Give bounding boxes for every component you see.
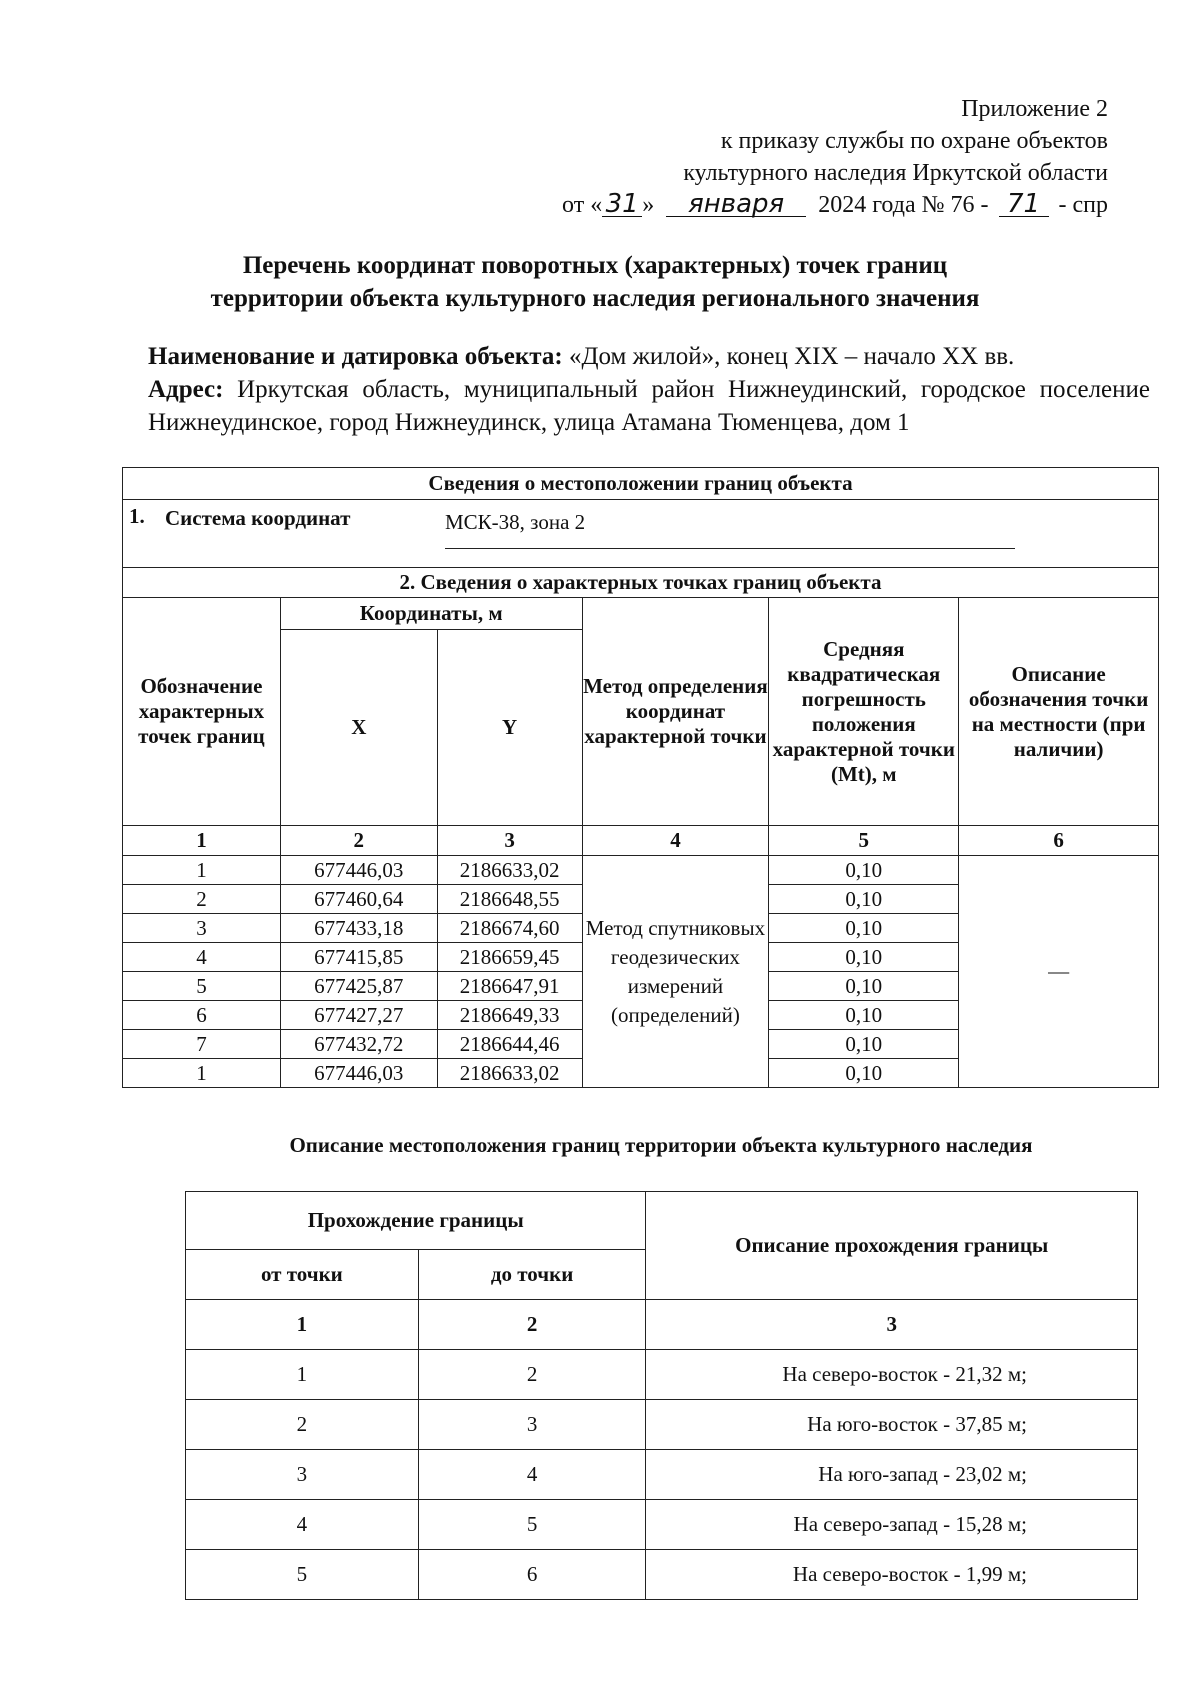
handwritten-month: января <box>666 192 806 217</box>
mt-cell: 0,10 <box>769 972 959 1001</box>
table-row <box>186 1450 1138 1500</box>
date-year: 2024 года № 76 - <box>818 192 989 218</box>
point-cell: 1 <box>123 1059 281 1088</box>
x-cell: 677446,03 <box>280 856 437 885</box>
appendix-date-line <box>468 189 1108 221</box>
header-passage: Прохождение границы <box>186 1192 646 1250</box>
title-line-2: территории объекта культурного наследия регионального значения <box>210 285 980 312</box>
appendix-header <box>468 93 1108 221</box>
point-cell: 6 <box>123 1001 281 1030</box>
table-row <box>123 856 1159 885</box>
header-coordinates: Координаты, м <box>280 598 582 630</box>
point-cell: 5 <box>123 972 281 1001</box>
point-cell: 4 <box>123 943 281 972</box>
to-cell: 5 <box>418 1500 646 1550</box>
column-number: 3 <box>437 826 582 856</box>
header-method: Метод определения координат характерной точки <box>582 598 769 826</box>
from-cell: 4 <box>186 1500 419 1550</box>
from-cell: 3 <box>186 1450 419 1500</box>
passage-cell: На юго-восток - 37,85 м; <box>646 1400 1138 1450</box>
location-section-title: Сведения о местоположении границ объекта <box>123 468 1159 500</box>
points-section-title: 2. Сведения о характерных точках границ объекта <box>123 568 1159 598</box>
x-cell: 677446,03 <box>280 1059 437 1088</box>
boundary-caption: Описание местоположения границ территории объекта культурного наследия <box>289 1133 1033 1157</box>
passage-cell: На юго-запад - 23,02 м; <box>646 1450 1138 1500</box>
object-name-label: Наименование и датировка объекта: <box>148 343 563 370</box>
point-cell: 7 <box>123 1030 281 1059</box>
table-row <box>186 1350 1138 1400</box>
mt-cell: 0,10 <box>769 943 959 972</box>
from-cell: 5 <box>186 1550 419 1600</box>
column-number: 1 <box>123 826 281 856</box>
description-cell: — <box>959 856 1159 1088</box>
mt-cell: 0,10 <box>769 914 959 943</box>
address-value: Иркутская область, муниципальный район Нижнеудинский, городское поселение Нижнеудинское, город Нижнеудинск, улица Атамана Тюменцева, дом 1 <box>148 376 1151 436</box>
address-label: Адрес: <box>148 376 224 403</box>
table-row <box>186 1400 1138 1450</box>
document-title <box>120 249 1070 315</box>
y-cell: 2186633,02 <box>437 1059 582 1088</box>
object-name-value: «Дом жилой», конец XIX – начало XX вв. <box>568 343 1015 370</box>
to-cell: 2 <box>418 1350 646 1400</box>
table-row <box>186 1550 1138 1600</box>
location-table <box>122 467 1159 1088</box>
x-cell: 677432,72 <box>280 1030 437 1059</box>
coordinate-system-row <box>123 500 1159 568</box>
y-cell: 2186648,55 <box>437 885 582 914</box>
passage-cell: На северо-восток - 21,32 м; <box>646 1350 1138 1400</box>
x-cell: 677415,85 <box>280 943 437 972</box>
from-cell: 1 <box>186 1350 419 1400</box>
object-name <box>148 340 1150 373</box>
header-y: Y <box>437 630 582 826</box>
handwritten-order-number: 71 <box>999 192 1049 217</box>
system-number: 1. <box>129 504 145 528</box>
column-number: 1 <box>186 1300 419 1350</box>
system-value: МСК-38, зона 2 <box>445 504 1015 549</box>
date-mid: » <box>642 192 655 218</box>
appendix-line-3: культурного наследия Иркутской области <box>683 160 1108 186</box>
to-cell: 6 <box>418 1550 646 1600</box>
object-intro <box>148 340 1150 439</box>
point-cell: 2 <box>123 885 281 914</box>
point-cell: 1 <box>123 856 281 885</box>
y-cell: 2186659,45 <box>437 943 582 972</box>
y-cell: 2186633,02 <box>437 856 582 885</box>
column-number: 5 <box>769 826 959 856</box>
passage-cell: На северо-восток - 1,99 м; <box>646 1550 1138 1600</box>
handwritten-day: 31 <box>602 192 642 217</box>
table-row <box>186 1500 1138 1550</box>
x-cell: 677460,64 <box>280 885 437 914</box>
header-to: до точки <box>418 1250 646 1300</box>
to-cell: 3 <box>418 1400 646 1450</box>
mt-cell: 0,10 <box>769 1059 959 1088</box>
column-number: 2 <box>418 1300 646 1350</box>
point-cell: 3 <box>123 914 281 943</box>
to-cell: 4 <box>418 1450 646 1500</box>
mt-cell: 0,10 <box>769 885 959 914</box>
mt-cell: 0,10 <box>769 856 959 885</box>
column-number: 2 <box>280 826 437 856</box>
header-designation: Обозначение характерных точек границ <box>123 598 281 826</box>
column-number: 4 <box>582 826 769 856</box>
y-cell: 2186674,60 <box>437 914 582 943</box>
boundary-table <box>185 1191 1138 1600</box>
appendix-line-2: к приказу службы по охране объектов <box>720 128 1108 154</box>
header-x: X <box>280 630 437 826</box>
y-cell: 2186644,46 <box>437 1030 582 1059</box>
header-error: Средняя квадратическая погрешность положения характерной точки (Mt), м <box>769 598 959 826</box>
object-address <box>148 373 1150 439</box>
x-cell: 677433,18 <box>280 914 437 943</box>
header-from: от точки <box>186 1250 419 1300</box>
from-cell: 2 <box>186 1400 419 1450</box>
column-number: 3 <box>646 1300 1138 1350</box>
appendix-line-1: Приложение 2 <box>961 96 1108 122</box>
header-passage-description: Описание прохождения границы <box>646 1192 1138 1300</box>
passage-cell: На северо-запад - 15,28 м; <box>646 1500 1138 1550</box>
x-cell: 677425,87 <box>280 972 437 1001</box>
date-prefix: от « <box>562 192 603 218</box>
order-suffix: - спр <box>1058 192 1108 218</box>
y-cell: 2186647,91 <box>437 972 582 1001</box>
column-number: 6 <box>959 826 1159 856</box>
system-label: Система координат <box>165 506 351 530</box>
x-cell: 677427,27 <box>280 1001 437 1030</box>
header-description: Описание обозначения точки на местности (при наличии) <box>959 598 1159 826</box>
y-cell: 2186649,33 <box>437 1001 582 1030</box>
mt-cell: 0,10 <box>769 1030 959 1059</box>
method-cell: Метод спутниковых геодезических измерений (определений) <box>582 856 769 1088</box>
title-line-1: Перечень координат поворотных (характерных) точек границ <box>242 252 948 279</box>
mt-cell: 0,10 <box>769 1001 959 1030</box>
